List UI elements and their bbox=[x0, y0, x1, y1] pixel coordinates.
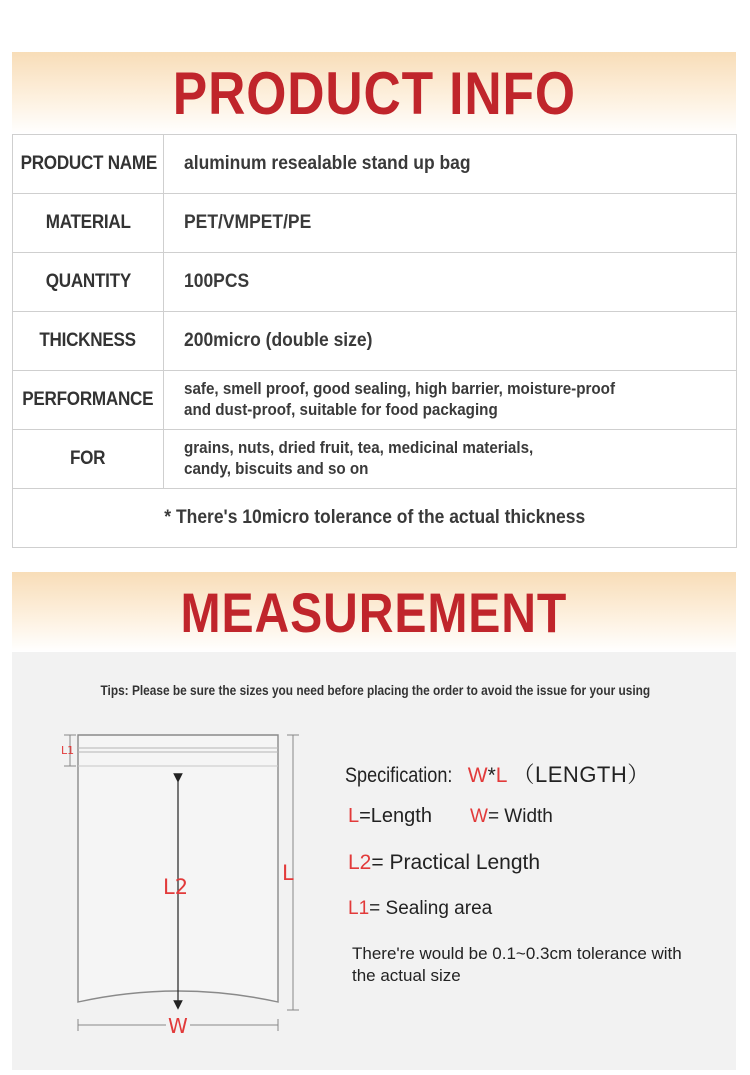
spec-length-def: L=Length bbox=[348, 805, 432, 827]
row-label: PRODUCT NAME bbox=[13, 135, 164, 194]
row-label: QUANTITY bbox=[13, 253, 164, 312]
l2-label: L2 bbox=[163, 875, 189, 899]
spec-w: W bbox=[467, 764, 488, 787]
thickness-note: * There's 10micro tolerance of the actual thickness bbox=[13, 489, 737, 548]
measurement-title: MEASUREMENT bbox=[180, 580, 568, 644]
row-value: 200micro (double size) bbox=[164, 312, 737, 371]
row-value: safe, smell proof, good sealing, high barrier, moisture-proof and dust-proof, suitable for food packaging bbox=[164, 371, 737, 430]
row-value: 100PCS bbox=[164, 253, 737, 312]
row-label: THICKNESS bbox=[13, 312, 164, 371]
spec-formula bbox=[345, 758, 650, 789]
spec-width-def: W= Width bbox=[470, 806, 553, 827]
row-label: FOR bbox=[13, 430, 164, 489]
spec-practical-length-def: L2= Practical Length bbox=[348, 851, 541, 874]
row-label: MATERIAL bbox=[13, 194, 164, 253]
spec-l: L bbox=[495, 764, 507, 787]
spec-label: Specification: bbox=[345, 764, 453, 787]
spec-star: * bbox=[487, 764, 496, 787]
l1-label: L1 bbox=[61, 744, 75, 757]
l-label: L bbox=[282, 861, 294, 885]
product-info-title: PRODUCT INFO bbox=[172, 59, 576, 127]
row-value: aluminum resealable stand up bag bbox=[164, 135, 737, 194]
spec-sealing-area-def: L1= Sealing area bbox=[348, 898, 493, 919]
row-value: grains, nuts, dried fruit, tea, medicinal materials, candy, biscuits and so on bbox=[164, 430, 737, 489]
w-label: W bbox=[168, 1014, 188, 1038]
row-value: PET/VMPET/PE bbox=[164, 194, 737, 253]
row-label: PERFORMANCE bbox=[13, 371, 164, 430]
spec-length: （LENGTH） bbox=[512, 762, 650, 787]
tolerance-note: There're would be 0.1~0.3cm tolerance with the actual size bbox=[352, 944, 682, 985]
tips-text: Tips: Please be sure the sizes you need before placing the order to avoid the issue for your using bbox=[100, 683, 650, 698]
